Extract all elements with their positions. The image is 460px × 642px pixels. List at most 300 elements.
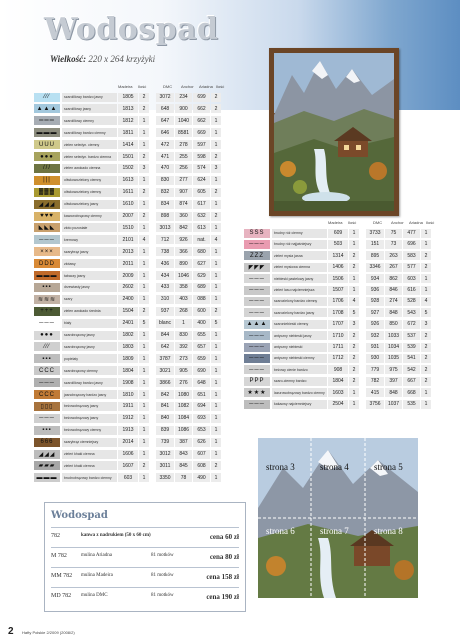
madeira-code: 2504: [328, 400, 348, 409]
skein-count-2: 1: [211, 331, 221, 340]
ariadna-code: 600: [193, 307, 210, 316]
dmc-code: blanc: [156, 319, 174, 328]
skein-count-2: 1: [211, 402, 221, 411]
header-dmc-right: DMC: [373, 220, 383, 225]
dmc-code: 782: [366, 377, 384, 386]
thread-symbol: ●●●: [34, 152, 60, 161]
ariadna-code: 662: [193, 104, 210, 113]
anchor-code: 255: [175, 152, 192, 161]
ariadna-code: 629: [193, 271, 210, 280]
skein-count: 1: [349, 240, 359, 249]
thread-name: brudny róż ciemny: [272, 229, 327, 238]
anchor-code: 256: [175, 164, 192, 173]
thread-symbol: ◢◢◢: [34, 450, 60, 459]
legend-row: [244, 319, 458, 329]
thread-symbol: ───: [244, 354, 270, 363]
legend-row: [244, 285, 458, 295]
thread-name: antyczny niebieski jasny: [272, 331, 327, 340]
header-ariadna-right: Ariadna: [409, 220, 423, 225]
divider: [51, 567, 239, 568]
legend-row: [34, 247, 248, 257]
thread-symbol: +++: [34, 307, 60, 316]
pattern-page-diagram: [258, 438, 418, 598]
thread-symbol: ───: [244, 331, 270, 340]
skein-count-2: 2: [211, 152, 221, 161]
skein-count-2: 4: [211, 235, 221, 244]
dmc-code: 471: [156, 152, 174, 161]
thread-symbol: ●●●: [34, 331, 60, 340]
skein-count: 1: [349, 229, 359, 238]
thread-symbol: ───: [34, 378, 60, 387]
thread-symbol: ───: [34, 414, 60, 423]
thread-symbol: ▯▯▯: [34, 402, 60, 411]
skein-count-2: 2: [421, 354, 431, 363]
thread-name: szaro-ciemny bardzo: [272, 377, 327, 386]
thread-name: zielen awokado średnia: [62, 307, 117, 316]
anchor-code: 845: [175, 461, 192, 470]
legend-row: [34, 140, 248, 150]
header-ariadna: Ariadna: [199, 84, 213, 89]
anchor-code: 862: [385, 274, 402, 283]
thread-name: zieleń mysiowa ciemna: [272, 263, 327, 272]
thread-name: oliwkowozielony jasny: [62, 200, 117, 209]
thread-symbol: ⁄⁄⁄: [34, 93, 60, 102]
skein-count: 1: [139, 390, 149, 399]
thread-symbol: ⁄⁄⁄: [34, 342, 60, 351]
thread-name: tabaczy jasny: [62, 271, 117, 280]
madeira-code: 1811: [118, 128, 138, 137]
skein-count: 3: [139, 164, 149, 173]
dmc-code: 926: [366, 320, 384, 329]
dmc-code: 647: [156, 116, 174, 125]
page-number: 2: [8, 626, 14, 637]
madeira-code: 1712: [328, 354, 348, 363]
thread-symbol: CCC: [34, 390, 60, 399]
thread-symbol: ♥♥♥: [34, 212, 60, 221]
madeira-code: 1510: [118, 223, 138, 232]
thread-symbol: ───: [244, 286, 270, 295]
thread-name: zieleń lasu najciemniejsza: [272, 286, 327, 295]
thread-name: szarozielony bardzo ciemny: [272, 297, 327, 306]
thread-name: kremowy: [62, 235, 117, 244]
madeira-code: 2009: [118, 271, 138, 280]
ariadna-code: 653: [193, 426, 210, 435]
ariadna-code: 088: [193, 295, 210, 304]
ariadna-code: 537: [403, 331, 420, 340]
thread-symbol: ───: [244, 297, 270, 306]
skein-count-2: 1: [211, 450, 221, 459]
ariadna-code: 659: [193, 354, 210, 363]
legend-row: [34, 366, 248, 376]
thread-name: beżowy cienie bardzo: [272, 365, 327, 374]
thread-symbol: ───: [244, 365, 270, 374]
skein-count-2: 1: [211, 128, 221, 137]
madeira-code: 2011: [118, 259, 138, 268]
ariadna-code: 539: [403, 343, 420, 352]
dmc-code: 738: [156, 247, 174, 256]
thread-symbol: ▬▬▬: [34, 271, 60, 280]
dmc-code: 3350: [156, 473, 174, 482]
thread-name: zieleń khaki ciemna: [62, 461, 117, 470]
dmc-code: 739: [156, 438, 174, 447]
skein-count-2: 1: [211, 438, 221, 447]
thread-symbol: ───: [244, 400, 270, 409]
ariadna-code: 632: [193, 212, 210, 221]
skein-count-2: 1: [421, 400, 431, 409]
ariadna-code: 607: [193, 450, 210, 459]
madeira-code: 1913: [118, 426, 138, 435]
dmc-code: 434: [156, 271, 174, 280]
skein-count: 1: [349, 388, 359, 397]
dmc-code: 3072: [156, 93, 174, 102]
thread-symbol: ▲▲▲: [34, 104, 60, 113]
skein-count: 2: [139, 104, 149, 113]
anchor-code: 830: [175, 331, 192, 340]
thread-symbol: SSS: [244, 229, 270, 238]
thread-name: szarozielony bardzo jasny: [272, 308, 327, 317]
skein-count-2: 1: [211, 473, 221, 482]
legend-row: [34, 294, 248, 304]
skein-count-2: 2: [421, 343, 431, 352]
anchor-code: 846: [385, 286, 402, 295]
skein-count: 1: [139, 140, 149, 149]
thread-name: brudny róż najjaśniejszy: [272, 240, 327, 249]
thread-symbol: ZZZ: [244, 251, 270, 260]
ariadna-code: 655: [193, 331, 210, 340]
legend-row: [34, 271, 248, 281]
skein-count: 1: [139, 295, 149, 304]
skein-count: 1: [139, 247, 149, 256]
legend-row: [34, 401, 248, 411]
thread-name: popielaty: [62, 354, 117, 363]
dmc-code: 151: [366, 240, 384, 249]
product-code: MM 782: [51, 573, 73, 579]
legend-row: [34, 449, 248, 459]
price-box-title: Wodospad: [51, 510, 108, 521]
dmc-code: 841: [156, 402, 174, 411]
ariadna-code: 680: [193, 247, 210, 256]
thread-name: szarybrąz ciemniejszy: [62, 438, 117, 447]
skein-count-2: 1: [211, 200, 221, 209]
skein-count-2: 1: [211, 342, 221, 351]
anchor-code: 366: [175, 247, 192, 256]
ariadna-code: 542: [403, 365, 420, 374]
skein-count-2: 2: [211, 307, 221, 316]
legend-row: [244, 308, 458, 318]
skein-count: 1: [139, 116, 149, 125]
thread-name: beżowobrązowy jasny: [62, 402, 117, 411]
legend-row: [34, 152, 248, 162]
legend-row: [34, 473, 248, 483]
madeira-code: 1710: [328, 331, 348, 340]
ariadna-code: 693: [193, 414, 210, 423]
ariadna-code: 608: [193, 461, 210, 470]
skein-count: 5: [139, 319, 149, 328]
anchor-code: 843: [175, 450, 192, 459]
thread-name: zielen seledyn. bardzo ciemna: [62, 152, 117, 161]
price-row: [51, 553, 239, 563]
legend-row: [34, 104, 248, 114]
skein-count: 1: [139, 402, 149, 411]
ariadna-code: 617: [193, 200, 210, 209]
header-anchor-right: Anchor: [391, 220, 404, 225]
dmc-code: 930: [366, 354, 384, 363]
legend-row: [244, 353, 458, 363]
skein-count-2: 1: [211, 176, 221, 185]
legend-row: [34, 354, 248, 364]
anchor-code: 75: [385, 229, 402, 238]
anchor-code: 905: [175, 366, 192, 375]
thread-symbol: ▲▲▲: [244, 320, 270, 329]
price-row: [51, 593, 239, 603]
dmc-code: 472: [156, 140, 174, 149]
legend-row: [34, 413, 248, 423]
thread-name: szaroniebieski ciemny: [272, 320, 327, 329]
madeira-code: 603: [118, 473, 138, 482]
thread-symbol: ★★★: [244, 388, 270, 397]
legend-header-right: [244, 216, 458, 228]
ariadna-code: 696: [403, 240, 420, 249]
legend-row: [34, 211, 248, 221]
thread-name: szarybrąz jasny: [62, 247, 117, 256]
anchor-code: 890: [175, 259, 192, 268]
madeira-code: 1507: [328, 286, 348, 295]
thread-symbol: ▓▓▓: [34, 188, 60, 197]
skein-count: 1: [139, 450, 149, 459]
thread-symbol: 666: [34, 438, 60, 447]
dmc-code: 3346: [366, 263, 384, 272]
dmc-code: 712: [156, 235, 174, 244]
ariadna-code: 672: [403, 320, 420, 329]
header-ilosc-2: Ilość: [216, 84, 225, 89]
skein-count-2: 1: [421, 286, 431, 295]
waterfall-landscape-image: [274, 53, 394, 211]
skein-count: 2: [139, 461, 149, 470]
dmc-code: 934: [366, 274, 384, 283]
skein-count-2: 1: [421, 240, 431, 249]
legend-row: [34, 425, 248, 435]
madeira-code: 503: [328, 240, 348, 249]
anchor-code: 277: [175, 176, 192, 185]
ariadna-code: 543: [403, 308, 420, 317]
anchor-code: 926: [175, 235, 192, 244]
legend-row: [34, 306, 248, 316]
skein-count: 2: [139, 152, 149, 161]
skein-count: 2: [139, 307, 149, 316]
ariadna-code: 669: [193, 128, 210, 137]
size-label: Wielkość:: [50, 54, 87, 64]
dmc-code: 470: [156, 164, 174, 173]
madeira-code: 1610: [118, 200, 138, 209]
skein-count-2: 1: [211, 247, 221, 256]
madeira-code: 1611: [118, 188, 138, 197]
dmc-code: 840: [156, 414, 174, 423]
thread-name: drzewiasty jasny: [62, 283, 117, 292]
thread-name: jasnobrązowy bardzo jasny: [62, 390, 117, 399]
skein-count: 2: [349, 354, 359, 363]
skein-count: 1: [139, 271, 149, 280]
thread-name: szaroliliowy bardzo ciemny: [62, 128, 117, 137]
skein-count: 1: [139, 438, 149, 447]
price-row: [51, 533, 239, 543]
skein-count: 1: [139, 128, 149, 137]
thread-name: złotawy: [62, 259, 117, 268]
anchor-code: 1035: [385, 354, 402, 363]
legend-row: [244, 388, 458, 398]
dmc-code: 928: [366, 297, 384, 306]
madeira-code: 2007: [118, 212, 138, 221]
anchor-code: 403: [175, 295, 192, 304]
madeira-code: 1607: [118, 461, 138, 470]
ariadna-code: 541: [403, 354, 420, 363]
dmc-code: 3866: [156, 378, 174, 387]
thread-symbol: ◤◤◤: [244, 263, 270, 272]
legend-row: [34, 163, 248, 173]
ariadna-code: 694: [193, 402, 210, 411]
product-price: cena 190 zł: [206, 593, 239, 601]
thread-name: kawowobrązowy ciemny: [62, 212, 117, 221]
thread-symbol: ▬▬▬: [34, 473, 60, 482]
madeira-code: 1810: [118, 390, 138, 399]
legend-row: [244, 296, 458, 306]
divider: [51, 527, 239, 528]
thread-symbol: UUU: [34, 140, 60, 149]
skein-count-2: 1: [211, 390, 221, 399]
anchor-code: 842: [175, 223, 192, 232]
anchor-code: 1034: [385, 343, 402, 352]
madeira-code: 1707: [328, 320, 348, 329]
ariadna-code: 597: [193, 140, 210, 149]
skein-count: 1: [139, 331, 149, 340]
skein-count: 2: [349, 365, 359, 374]
madeira-code: 1314: [328, 251, 348, 260]
size-value: 220 x 264 krzyżyki: [88, 54, 156, 64]
thread-symbol: ───: [244, 274, 270, 283]
thread-name: brudnobrązowy bardzo ciemny: [62, 473, 117, 482]
thread-symbol: ▰▰▰: [34, 461, 60, 470]
skein-count-2: 2: [421, 251, 431, 260]
thread-symbol: ◣◣◣: [34, 223, 60, 232]
dmc-code: 936: [366, 286, 384, 295]
skein-count: 1: [139, 473, 149, 482]
madeira-code: 2400: [118, 295, 138, 304]
dmc-code: 931: [366, 343, 384, 352]
skein-count: 2: [139, 212, 149, 221]
legend-row: [34, 199, 248, 209]
legend-row: [34, 128, 248, 138]
legend-row: [34, 342, 248, 352]
anchor-code: 1086: [175, 426, 192, 435]
skein-count-2: 1: [211, 414, 221, 423]
legend-row: [34, 235, 248, 245]
skein-count: 1: [349, 274, 359, 283]
madeira-code: 1911: [118, 402, 138, 411]
skein-count-2: 4: [421, 297, 431, 306]
skein-count-2: 1: [211, 426, 221, 435]
dmc-code: 3012: [156, 450, 174, 459]
anchor-code: 848: [385, 308, 402, 317]
skein-count: 5: [349, 308, 359, 317]
madeira-code: 2401: [118, 319, 138, 328]
legend-row: [34, 461, 248, 471]
madeira-code: 1708: [328, 308, 348, 317]
thread-symbol: ▪▪▪: [34, 426, 60, 435]
anchor-code: 848: [385, 388, 402, 397]
product-desc: mulina Madeira: [81, 573, 113, 578]
dmc-code: 3787: [156, 354, 174, 363]
legend-row: [34, 282, 248, 292]
thread-symbol: ───: [244, 240, 270, 249]
anchor-code: 1080: [175, 390, 192, 399]
ariadna-code: 490: [193, 473, 210, 482]
anchor-code: 268: [175, 307, 192, 316]
madeira-code: 1414: [118, 140, 138, 149]
thread-name: zieleń khaki ciemna: [62, 450, 117, 459]
madeira-code: 1804: [118, 366, 138, 375]
skein-count: 2: [349, 377, 359, 386]
skein-count-2: 1: [421, 388, 431, 397]
skein-count: 3: [349, 320, 359, 329]
ariadna-code: 627: [193, 259, 210, 268]
madeira-code: 1606: [118, 450, 138, 459]
anchor-code: 276: [175, 378, 192, 387]
page-label-8: strona 8: [374, 526, 403, 536]
product-desc: mulina Ariadna: [81, 553, 112, 558]
madeira-code: 2602: [118, 283, 138, 292]
ariadna-code: 668: [403, 388, 420, 397]
anchor-code: 358: [175, 283, 192, 292]
skein-count: 1: [139, 414, 149, 423]
thread-name: zielen seledyn. ciemny: [62, 140, 117, 149]
anchor-code: 234: [175, 93, 192, 102]
legend-row: [244, 342, 458, 352]
skein-count-2: 1: [211, 116, 221, 125]
madeira-code: 1803: [118, 342, 138, 351]
thread-symbol: ///: [34, 164, 60, 173]
skein-count: 1: [139, 176, 149, 185]
ariadna-code: 583: [403, 251, 420, 260]
thread-symbol: DDD: [34, 259, 60, 268]
divider: [51, 587, 239, 588]
legend-row: [244, 239, 458, 249]
skein-count-2: 2: [421, 263, 431, 272]
skein-count: 2: [139, 188, 149, 197]
thread-symbol: ×××: [34, 247, 60, 256]
legend-row: [34, 330, 248, 340]
thread-symbol: ───: [34, 319, 60, 328]
thread-name: szaroliliowy bardzo jasny: [62, 378, 117, 387]
thread-name: antyczny niebieski ciemny: [272, 354, 327, 363]
header-dmc: DMC: [163, 84, 173, 89]
skein-count: 1: [139, 378, 149, 387]
madeira-code: 1706: [328, 297, 348, 306]
ariadna-code: 528: [403, 297, 420, 306]
madeira-code: 1406: [328, 263, 348, 272]
dmc-code: 3011: [156, 461, 174, 470]
ariadna-code: 400: [193, 319, 210, 328]
skein-count-2: 1: [211, 366, 221, 375]
madeira-code: 1613: [118, 176, 138, 185]
dmc-code: 642: [156, 342, 174, 351]
thread-name: biały: [62, 319, 117, 328]
skein-count-2: 1: [421, 274, 431, 283]
skein-count-2: 2: [421, 331, 431, 340]
madeira-code: 1603: [328, 388, 348, 397]
skein-count-2: 2: [211, 188, 221, 197]
product-price: cena 60 zł: [209, 533, 239, 541]
ariadna-code: 648: [193, 378, 210, 387]
thread-name: szaroliliowy bardzo jasny: [62, 93, 117, 102]
